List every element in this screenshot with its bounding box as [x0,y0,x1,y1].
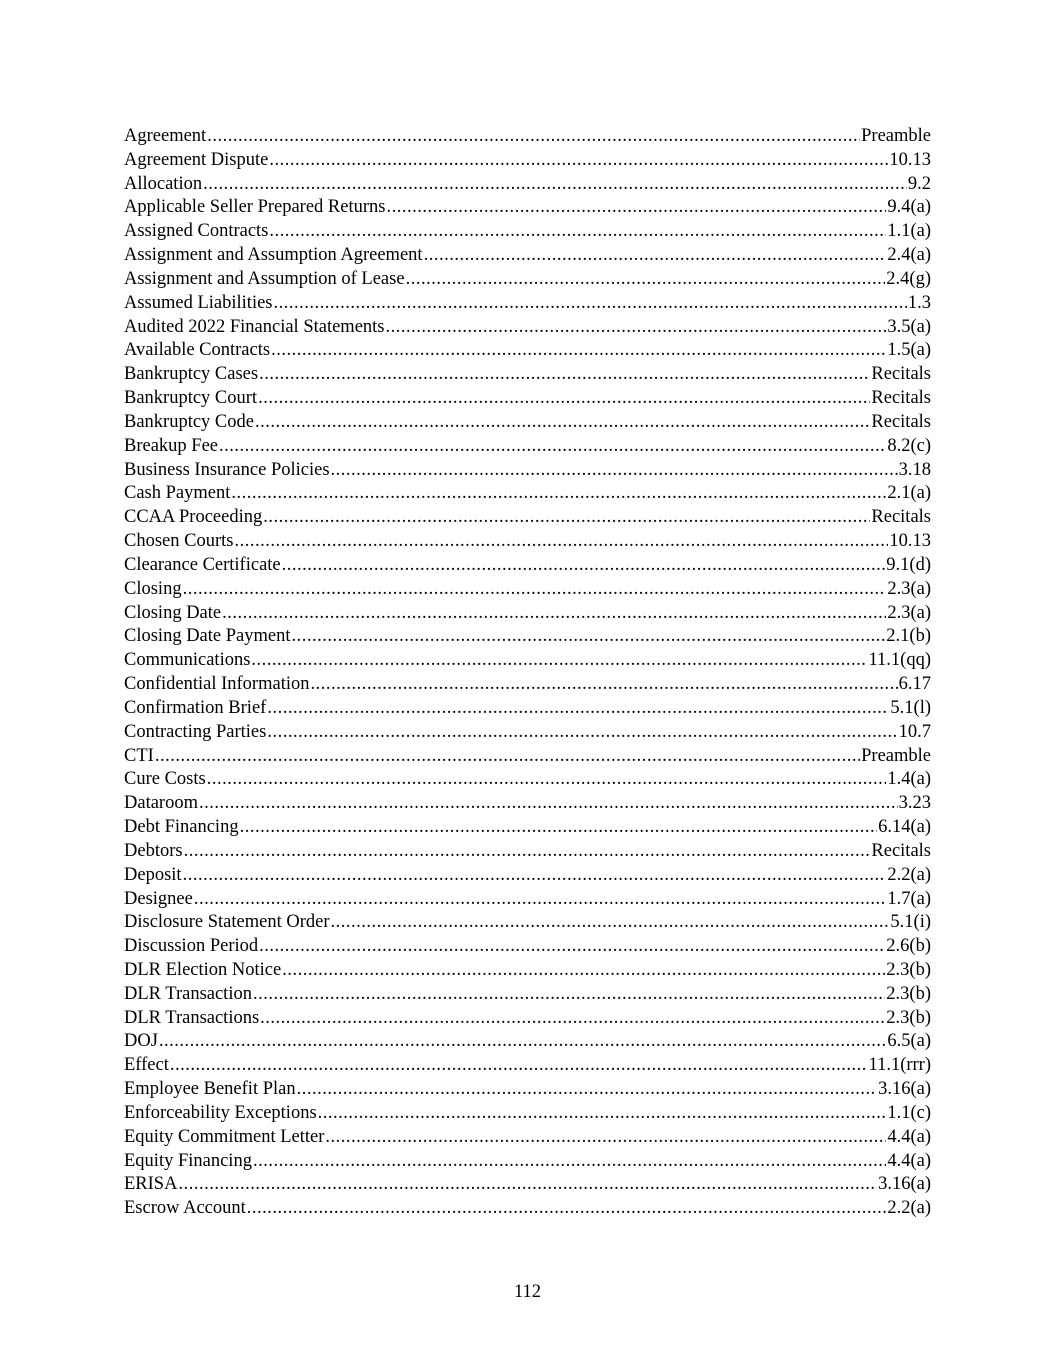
section-reference: 2.4(g) [886,268,931,289]
section-reference: 6.14(a) [878,817,931,838]
section-reference: 3.5(a) [887,316,931,337]
section-reference: Recitals [871,840,931,861]
index-term: Agreement [124,126,207,146]
dot-leader [267,721,897,745]
index-term: Breakup Fee [124,435,219,456]
dot-leader [267,697,889,721]
section-reference: 1.4(a) [887,769,931,790]
index-entry [124,673,931,697]
section-reference: 3.23 [898,793,931,814]
index-term: Audited 2022 Financial Statements [124,316,385,337]
dot-leader [240,816,878,840]
index-entry [124,268,931,292]
index-entry [124,196,931,220]
section-reference: 2.4(a) [887,245,931,266]
dot-leader [310,673,897,697]
index-term: Contracting Parties [124,721,267,742]
section-reference: Recitals [871,411,931,432]
dot-leader [255,411,870,435]
index-term: Closing Date [124,602,222,623]
index-entry [124,697,931,721]
dot-leader [253,1150,886,1174]
index-entry [124,149,931,173]
index-term: Bankruptcy Cases [124,364,259,385]
index-entry [124,768,931,792]
dot-leader [159,1030,886,1054]
section-reference: 10.13 [889,531,931,552]
index-term: Effect [124,1055,169,1076]
index-entry [124,411,931,435]
section-reference: 5.1(l) [890,697,931,718]
index-term: Clearance Certificate [124,554,281,575]
index-term: Chosen Courts [124,531,234,552]
index-term: Assignment and Assumption of Lease [124,268,405,289]
section-reference: 4.4(a) [887,1150,931,1171]
section-reference: 2.2(a) [887,864,931,885]
index-entry [124,316,931,340]
index-term: CCAA Proceeding [124,507,263,528]
index-term: Applicable Seller Prepared Returns [124,197,386,218]
dot-leader [199,792,898,816]
index-term: Debtors [124,840,183,861]
index-term: Confirmation Brief [124,697,267,718]
index-term: Closing [124,578,182,599]
dot-leader [318,1102,887,1126]
index-entry [124,602,931,626]
index-term: Discussion Period [124,936,259,957]
index-entry [124,840,931,864]
section-reference: Preamble [861,745,931,766]
section-reference: Recitals [871,507,931,528]
section-reference: 4.4(a) [887,1126,931,1147]
index-term: Communications [124,650,251,671]
dot-leader [155,745,860,769]
defined-terms-index [124,125,931,1221]
index-term: Assigned Contracts [124,221,269,242]
dot-leader [207,125,860,149]
section-reference: 3.18 [898,459,931,480]
index-term: Closing Date Payment [124,626,291,647]
index-term: CTI [124,745,154,766]
index-term: Business Insurance Policies [124,459,330,480]
dot-leader [271,339,886,363]
dot-leader [260,1007,885,1031]
dot-leader [291,625,885,649]
index-entry [124,482,931,506]
index-term: Confidential Information [124,674,310,695]
index-term: Assumed Liabilities [124,292,273,313]
dot-leader [331,911,890,935]
index-term: Escrow Account [124,1198,246,1219]
dot-leader [251,649,867,673]
index-entry [124,649,931,673]
section-reference: 2.2(a) [887,1198,931,1219]
index-term: DLR Election Notice [124,959,282,980]
page-number: 112 [513,1282,542,1302]
dot-leader [231,482,886,506]
index-term: Assignment and Assumption Agreement [124,245,423,266]
section-reference: 9.1(d) [886,554,931,575]
dot-leader [258,387,870,411]
dot-leader [282,959,885,983]
dot-leader [297,1078,877,1102]
index-entry [124,1102,931,1126]
dot-leader [234,530,888,554]
dot-leader [207,768,887,792]
section-reference: 3.16(a) [878,1174,931,1195]
index-entry [124,864,931,888]
dot-leader [331,459,898,483]
section-reference: 2.3(b) [886,983,931,1004]
section-reference: 10.13 [889,149,931,170]
section-reference: 1.5(a) [887,340,931,361]
index-entry [124,888,931,912]
dot-leader [203,173,907,197]
index-term: Cash Payment [124,483,231,504]
index-term: DOJ [124,1031,158,1052]
dot-leader [183,578,887,602]
dot-leader [183,864,887,888]
section-reference: 6.5(a) [887,1031,931,1052]
dot-leader [424,244,887,268]
index-entry [124,435,931,459]
index-term: ERISA [124,1174,178,1195]
dot-leader [263,506,870,530]
dot-leader [386,196,886,220]
dot-leader [259,935,885,959]
section-reference: 2.3(a) [887,602,931,623]
section-reference: 2.3(a) [887,578,931,599]
section-reference: 1.3 [907,292,931,313]
section-reference: 9.4(a) [887,197,931,218]
section-reference: 2.6(b) [886,936,931,957]
index-entry [124,578,931,602]
dot-leader [269,149,888,173]
index-term: DLR Transactions [124,1007,260,1028]
section-reference: 8.2(c) [887,435,931,456]
index-entry [124,721,931,745]
dot-leader [282,554,886,578]
index-entry [124,459,931,483]
index-entry [124,959,931,983]
index-term: Available Contracts [124,340,271,361]
index-entry [124,363,931,387]
dot-leader [170,1054,868,1078]
dot-leader [386,316,887,340]
index-entry [124,220,931,244]
index-entry [124,625,931,649]
index-entry [124,816,931,840]
dot-leader [222,602,886,626]
section-reference: 2.3(b) [886,1007,931,1028]
section-reference: 10.7 [898,721,931,742]
index-entry [124,339,931,363]
index-term: Enforceability Exceptions [124,1102,317,1123]
dot-leader [259,363,870,387]
dot-leader [219,435,886,459]
section-reference: Recitals [871,364,931,385]
index-entry [124,1126,931,1150]
dot-leader [325,1126,886,1150]
index-entry [124,745,931,769]
section-reference: 9.2 [907,173,931,194]
dot-leader [406,268,886,292]
dot-leader [184,840,871,864]
index-term: Equity Commitment Letter [124,1126,325,1147]
section-reference: 1.7(a) [887,888,931,909]
index-entry [124,125,931,149]
index-term: DLR Transaction [124,983,252,1004]
section-reference: 3.16(a) [878,1079,931,1100]
index-entry [124,1197,931,1221]
section-reference: 5.1(i) [890,912,931,933]
index-entry [124,173,931,197]
index-entry [124,911,931,935]
index-entry [124,292,931,316]
section-reference: 2.1(a) [887,483,931,504]
section-reference: 1.1(c) [887,1102,931,1123]
index-term: Deposit [124,864,182,885]
dot-leader [247,1197,887,1221]
index-entry [124,1054,931,1078]
index-term: Bankruptcy Code [124,411,254,432]
index-term: Agreement Dispute [124,149,269,170]
index-term: Disclosure Statement Order [124,912,330,933]
section-reference: Preamble [861,126,931,146]
index-term: Employee Benefit Plan [124,1079,296,1100]
index-term: Dataroom [124,793,198,814]
section-reference: 2.3(b) [886,959,931,980]
section-reference: 11.1(qq) [868,650,931,671]
index-entry [124,792,931,816]
index-entry [124,244,931,268]
index-term: Allocation [124,173,203,194]
index-entry [124,1173,931,1197]
index-entry [124,1150,931,1174]
index-entry [124,1007,931,1031]
index-entry [124,387,931,411]
dot-leader [178,1173,877,1197]
dot-leader [194,888,886,912]
dot-leader [274,292,907,316]
section-reference: 11.1(rrr) [868,1055,931,1076]
index-term: Cure Costs [124,769,206,790]
index-entry [124,1030,931,1054]
section-reference: 6.17 [898,674,931,695]
section-reference: 1.1(a) [887,221,931,242]
index-term: Equity Financing [124,1150,252,1171]
index-entry [124,554,931,578]
section-reference: 2.1(b) [886,626,931,647]
index-term: Debt Financing [124,817,239,838]
index-entry [124,983,931,1007]
index-term: Designee [124,888,193,909]
index-entry [124,506,931,530]
dot-leader [253,983,885,1007]
index-entry [124,530,931,554]
section-reference: Recitals [871,388,931,409]
dot-leader [269,220,886,244]
index-term: Bankruptcy Court [124,388,258,409]
index-entry [124,1078,931,1102]
index-entry [124,935,931,959]
